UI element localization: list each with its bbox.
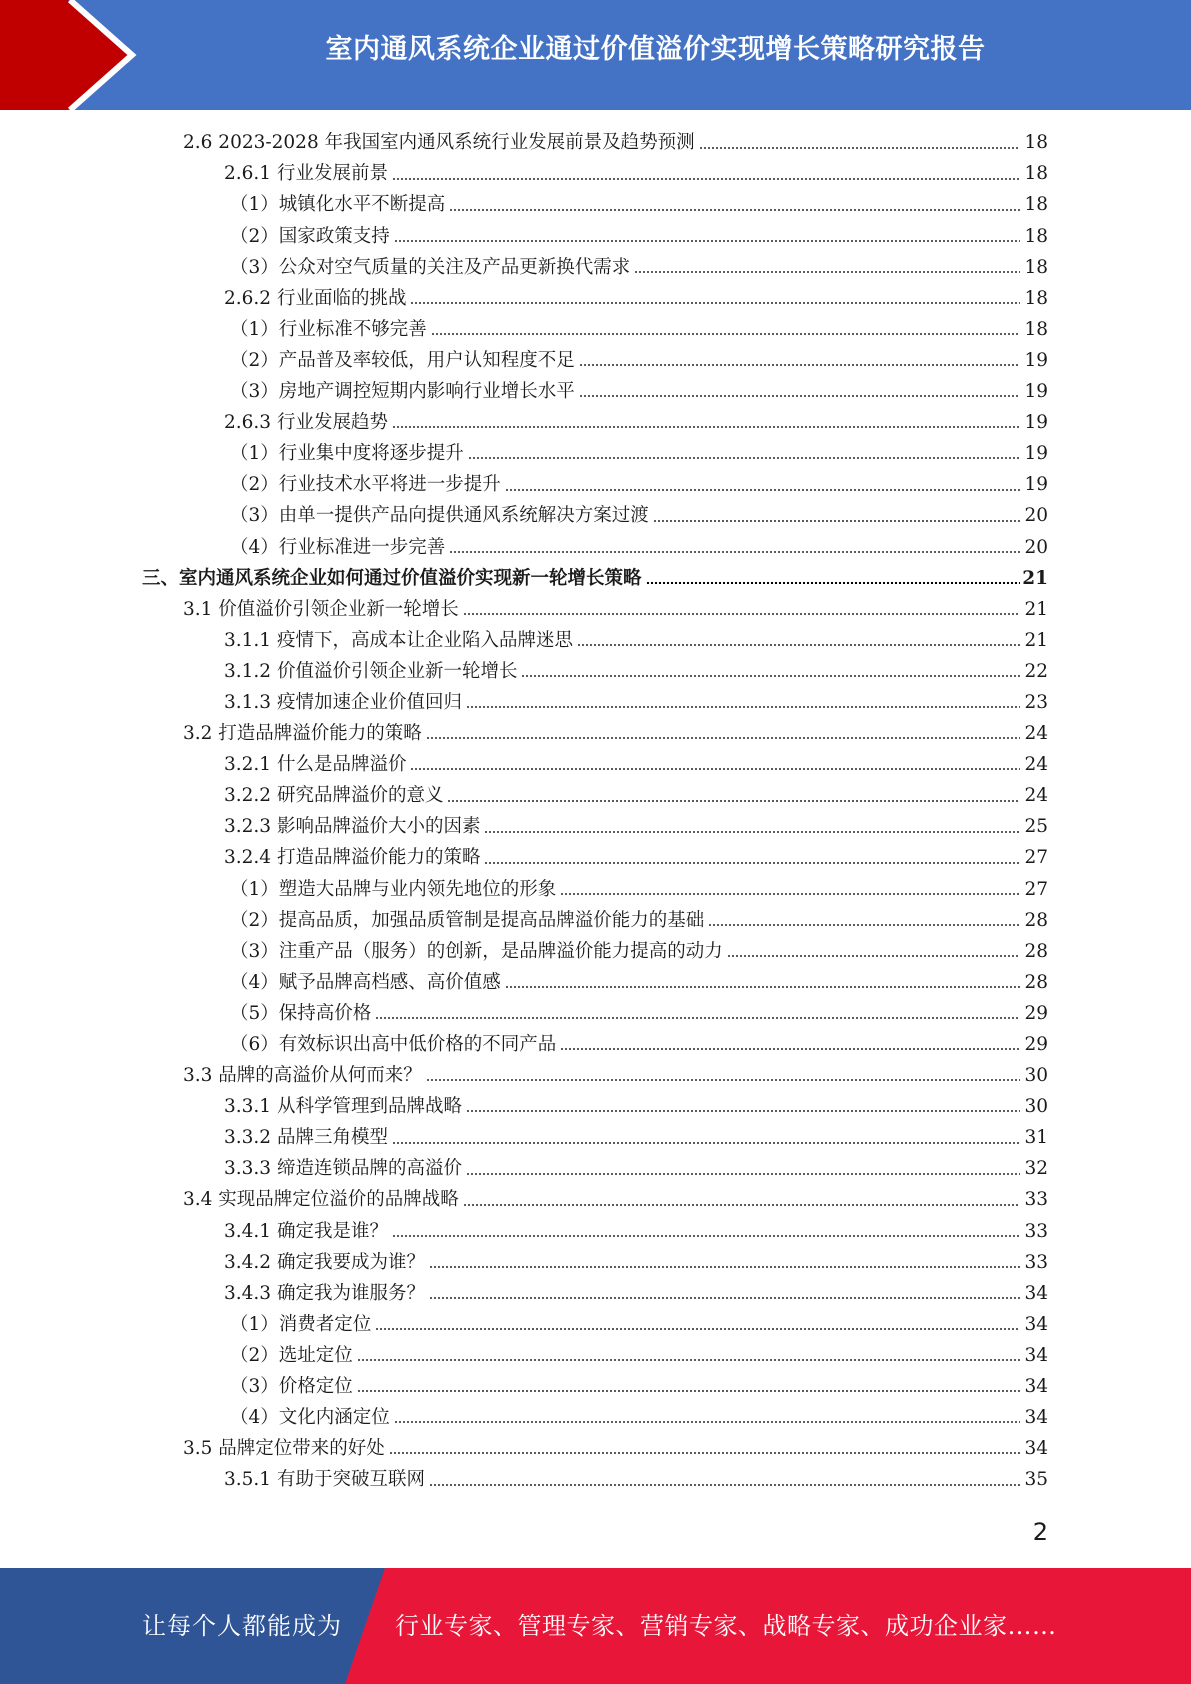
toc-dot-leader: [394, 240, 1020, 242]
toc-dot-leader: [410, 302, 1020, 304]
toc-dot-leader: [727, 955, 1020, 957]
toc-dot-leader: [389, 1452, 1020, 1454]
toc-dot-leader: [466, 706, 1020, 708]
toc-entry-title: （3）由单一提供产品向提供通风系统解决方案过渡: [230, 505, 649, 527]
toc-entry-title: 2.6 2023-2028 年我国室内通风系统行业发展前景及趋势预测: [183, 132, 695, 154]
toc-entry-title: （3）价格定位: [230, 1376, 353, 1398]
toc-entry-page: 24: [1024, 723, 1048, 745]
toc-dot-leader: [505, 489, 1020, 491]
toc-entry-title: （4）赋予品牌高档感、高价值感: [230, 971, 501, 993]
toc-entry[interactable]: [0, 1465, 1191, 1496]
toc-dot-leader: [410, 768, 1020, 770]
toc-entry-title: （3）房地产调控短期内影响行业增长水平: [230, 381, 575, 403]
page-header: [0, 0, 1191, 110]
toc-entry-title: （1）城镇化水平不断提高: [230, 194, 446, 216]
toc-dot-leader: [463, 613, 1020, 615]
toc-entry-page: 19: [1024, 349, 1048, 371]
toc-entry-page: 34: [1024, 1376, 1048, 1398]
toc-entry[interactable]: [0, 1278, 1191, 1309]
toc-entry-title: （4）文化内涵定位: [230, 1407, 390, 1429]
toc-entry-title: （2）产品普及率较低，用户认知程度不足: [230, 349, 575, 371]
toc-entry-page: 25: [1024, 816, 1048, 838]
toc-entry[interactable]: [0, 563, 1191, 594]
toc-entry[interactable]: [0, 346, 1191, 377]
toc-entry[interactable]: [0, 377, 1191, 408]
toc-entry-title: （2）国家政策支持: [230, 225, 390, 247]
toc-dot-leader: [392, 426, 1020, 428]
toc-entry-page: 19: [1024, 443, 1048, 465]
toc-dot-leader: [449, 209, 1020, 211]
toc-dot-leader: [431, 333, 1020, 335]
toc-entry-title: 3.2.3 影响品牌溢价大小的因素: [224, 816, 481, 838]
toc-entry-page: 34: [1024, 1344, 1048, 1366]
toc-entry-page: 29: [1024, 1034, 1048, 1056]
toc-entry-page: 34: [1024, 1438, 1048, 1460]
toc-entry-title: （1）行业标准不够完善: [230, 318, 427, 340]
toc-entry-title: （5）保持高价格: [230, 1002, 372, 1024]
header-chevron-decoration: [0, 0, 160, 110]
toc-entry-page: 24: [1024, 785, 1048, 807]
toc-entry-page: 27: [1024, 847, 1048, 869]
toc-entry[interactable]: [0, 1341, 1191, 1372]
toc-dot-leader: [579, 395, 1020, 397]
toc-entry[interactable]: [0, 1061, 1191, 1092]
toc-entry[interactable]: [0, 657, 1191, 688]
page-number: 2: [1032, 1518, 1048, 1546]
toc-entry-page: 35: [1024, 1469, 1048, 1491]
toc-dot-leader: [463, 1204, 1020, 1206]
toc-entry[interactable]: [0, 128, 1191, 159]
toc-entry[interactable]: [0, 1216, 1191, 1247]
footer-slogan: 让每个人都能成为: [142, 1612, 342, 1640]
toc-dot-leader: [484, 862, 1020, 864]
toc-entry-title: 3.5.1 有助于突破互联网: [224, 1469, 425, 1491]
toc-dot-leader: [699, 147, 1020, 149]
toc-dot-leader: [447, 800, 1020, 802]
toc-entry-page: 24: [1024, 754, 1048, 776]
toc-entry-page: 29: [1024, 1002, 1048, 1024]
toc-dot-leader: [375, 1017, 1020, 1019]
toc-entry-title: （4）行业标准进一步完善: [230, 536, 446, 558]
toc-entry-title: 3.2.1 什么是品牌溢价: [224, 754, 407, 776]
toc-entry-page: 18: [1024, 318, 1048, 340]
toc-entry[interactable]: [0, 843, 1191, 874]
toc-entry-page: 18: [1024, 287, 1048, 309]
toc-entry-page: 18: [1024, 225, 1048, 247]
toc-entry-title: 3.3.2 品牌三角模型: [224, 1127, 388, 1149]
toc-entry-title: 3.1.3 疫情加速企业价值回归: [224, 691, 462, 713]
toc-entry[interactable]: [0, 1185, 1191, 1216]
toc-entry[interactable]: [0, 719, 1191, 750]
toc-dot-leader: [429, 1266, 1020, 1268]
toc-entry-page: 34: [1024, 1282, 1048, 1304]
toc-entry[interactable]: [0, 221, 1191, 252]
toc-entry[interactable]: [0, 750, 1191, 781]
page-footer: [0, 1568, 1191, 1684]
toc-entry-page: 33: [1024, 1251, 1048, 1273]
toc-entry[interactable]: [0, 159, 1191, 190]
toc-entry-title: 3.5 品牌定位带来的好处: [183, 1438, 385, 1460]
toc-entry[interactable]: [0, 1123, 1191, 1154]
toc-entry-title: 2.6.3 行业发展趋势: [224, 412, 388, 434]
toc-entry-page: 21: [1024, 629, 1048, 651]
toc-dot-leader: [392, 1142, 1020, 1144]
toc-entry-title: （2）提高品质，加强品质管制是提高品牌溢价能力的基础: [230, 909, 705, 931]
toc-entry-page: 22: [1024, 660, 1048, 682]
toc-dot-leader: [466, 1173, 1020, 1175]
toc-entry-page: 18: [1024, 194, 1048, 216]
toc-entry[interactable]: [0, 315, 1191, 346]
toc-entry-title: （6）有效标识出高中低价格的不同产品: [230, 1034, 557, 1056]
toc-entry[interactable]: [0, 905, 1191, 936]
toc-entry-title: 3.4 实现品牌定位溢价的品牌战略: [183, 1189, 459, 1211]
toc-entry-page: 34: [1024, 1313, 1048, 1335]
toc-dot-leader: [560, 1048, 1020, 1050]
toc-entry-page: 19: [1024, 412, 1048, 434]
toc-entry-title: （1）消费者定位: [230, 1313, 372, 1335]
toc-entry-page: 23: [1024, 691, 1048, 713]
toc-entry[interactable]: [0, 1310, 1191, 1341]
toc-dot-leader: [468, 457, 1020, 459]
toc-dot-leader: [577, 644, 1020, 646]
toc-entry-title: 3.2 打造品牌溢价能力的策略: [183, 723, 422, 745]
toc-dot-leader: [579, 364, 1020, 366]
toc-entry[interactable]: [0, 936, 1191, 967]
toc-dot-leader: [646, 582, 1020, 584]
toc-entry[interactable]: [0, 999, 1191, 1030]
toc-entry-page: 21: [1024, 598, 1048, 620]
toc-entry[interactable]: [0, 1247, 1191, 1278]
toc-entry-title: 三、室内通风系统企业如何通过价值溢价实现新一轮增长策略: [142, 567, 642, 589]
toc-entry[interactable]: [0, 688, 1191, 719]
toc-entry-title: （2）行业技术水平将进一步提升: [230, 474, 501, 496]
toc-entry-title: （2）选址定位: [230, 1344, 353, 1366]
toc-dot-leader: [429, 1484, 1020, 1486]
toc-entry[interactable]: [0, 501, 1191, 532]
toc-entry-page: 28: [1024, 940, 1048, 962]
report-title: 室内通风系统企业通过价值溢价实现增长策略研究报告: [325, 34, 986, 65]
toc-entry-title: 2.6.2 行业面临的挑战: [224, 287, 407, 309]
toc-entry[interactable]: [0, 781, 1191, 812]
toc-entry[interactable]: [0, 532, 1191, 563]
toc-dot-leader: [357, 1390, 1020, 1392]
toc-entry[interactable]: [0, 1030, 1191, 1061]
toc-entry-page: 32: [1024, 1158, 1048, 1180]
toc-entry-title: 3.1 价值溢价引领企业新一轮增长: [183, 598, 459, 620]
toc-entry[interactable]: [0, 283, 1191, 314]
toc-entry-title: 3.2.2 研究品牌溢价的意义: [224, 785, 444, 807]
toc-entry[interactable]: [0, 626, 1191, 657]
toc-dot-leader: [466, 1110, 1020, 1112]
toc-entry[interactable]: [0, 1403, 1191, 1434]
toc-entry[interactable]: [0, 252, 1191, 283]
toc-entry-page: 18: [1024, 256, 1048, 278]
toc-entry[interactable]: [0, 1092, 1191, 1123]
toc-entry[interactable]: [0, 439, 1191, 470]
toc-dot-leader: [357, 1359, 1020, 1361]
toc-dot-leader: [449, 551, 1020, 553]
toc-entry[interactable]: [0, 1372, 1191, 1403]
toc-dot-leader: [392, 178, 1020, 180]
toc-entry[interactable]: [0, 1434, 1191, 1465]
toc-entry-title: 3.4.3 确定我为谁服务？: [224, 1282, 425, 1304]
toc-entry[interactable]: [0, 812, 1191, 843]
toc-entry-title: 3.3 品牌的高溢价从何而来？: [183, 1065, 422, 1087]
toc-entry-page: 20: [1024, 536, 1048, 558]
toc-entry-title: 3.1.2 价值溢价引领企业新一轮增长: [224, 660, 518, 682]
toc-entry-page: 30: [1024, 1065, 1048, 1087]
toc-entry-title: （3）注重产品（服务）的创新，是品牌溢价能力提高的动力: [230, 940, 723, 962]
toc-entry[interactable]: [0, 968, 1191, 999]
toc-dot-leader: [484, 831, 1020, 833]
table-of-contents: [0, 128, 1191, 1496]
toc-entry-page: 20: [1024, 505, 1048, 527]
toc-entry-page: 18: [1024, 132, 1048, 154]
toc-dot-leader: [653, 520, 1020, 522]
toc-entry-title: （3）公众对空气质量的关注及产品更新换代需求: [230, 256, 631, 278]
toc-entry-title: 3.1.1 疫情下，高成本让企业陷入品牌迷思: [224, 629, 573, 651]
toc-entry-page: 27: [1024, 878, 1048, 900]
toc-entry-page: 33: [1024, 1220, 1048, 1242]
toc-entry-page: 18: [1024, 163, 1048, 185]
toc-entry-title: 3.3.3 缔造连锁品牌的高溢价: [224, 1158, 462, 1180]
toc-entry[interactable]: [0, 874, 1191, 905]
toc-entry-title: 3.4.2 确定我要成为谁？: [224, 1251, 425, 1273]
toc-entry-page: 33: [1024, 1189, 1048, 1211]
toc-entry-page: 19: [1024, 381, 1048, 403]
toc-entry-page: 30: [1024, 1096, 1048, 1118]
toc-dot-leader: [392, 1235, 1020, 1237]
toc-entry[interactable]: [0, 190, 1191, 221]
toc-entry[interactable]: [0, 470, 1191, 501]
toc-dot-leader: [426, 737, 1020, 739]
toc-entry-page: 21: [1022, 567, 1048, 589]
toc-entry-page: 28: [1024, 971, 1048, 993]
toc-entry[interactable]: [0, 594, 1191, 625]
toc-dot-leader: [429, 1297, 1020, 1299]
toc-entry-title: 3.4.1 确定我是谁？: [224, 1220, 388, 1242]
toc-entry-page: 19: [1024, 474, 1048, 496]
toc-entry-page: 28: [1024, 909, 1048, 931]
toc-dot-leader: [634, 271, 1020, 273]
toc-entry[interactable]: [0, 408, 1191, 439]
toc-entry-title: 3.2.4 打造品牌溢价能力的策略: [224, 847, 481, 869]
toc-entry-title: （1）行业集中度将逐步提升: [230, 443, 464, 465]
toc-dot-leader: [505, 986, 1020, 988]
toc-dot-leader: [560, 893, 1020, 895]
toc-dot-leader: [708, 924, 1020, 926]
toc-entry-title: （1）塑造大品牌与业内领先地位的形象: [230, 878, 557, 900]
toc-entry[interactable]: [0, 1154, 1191, 1185]
toc-dot-leader: [394, 1421, 1020, 1423]
toc-dot-leader: [426, 1079, 1020, 1081]
toc-entry-title: 3.3.1 从科学管理到品牌战略: [224, 1096, 462, 1118]
toc-entry-page: 31: [1024, 1127, 1048, 1149]
footer-expert-list: 行业专家、管理专家、营销专家、战略专家、成功企业家……: [395, 1612, 1057, 1640]
toc-entry-page: 34: [1024, 1407, 1048, 1429]
toc-dot-leader: [521, 675, 1020, 677]
toc-dot-leader: [375, 1328, 1020, 1330]
toc-entry-title: 2.6.1 行业发展前景: [224, 163, 388, 185]
